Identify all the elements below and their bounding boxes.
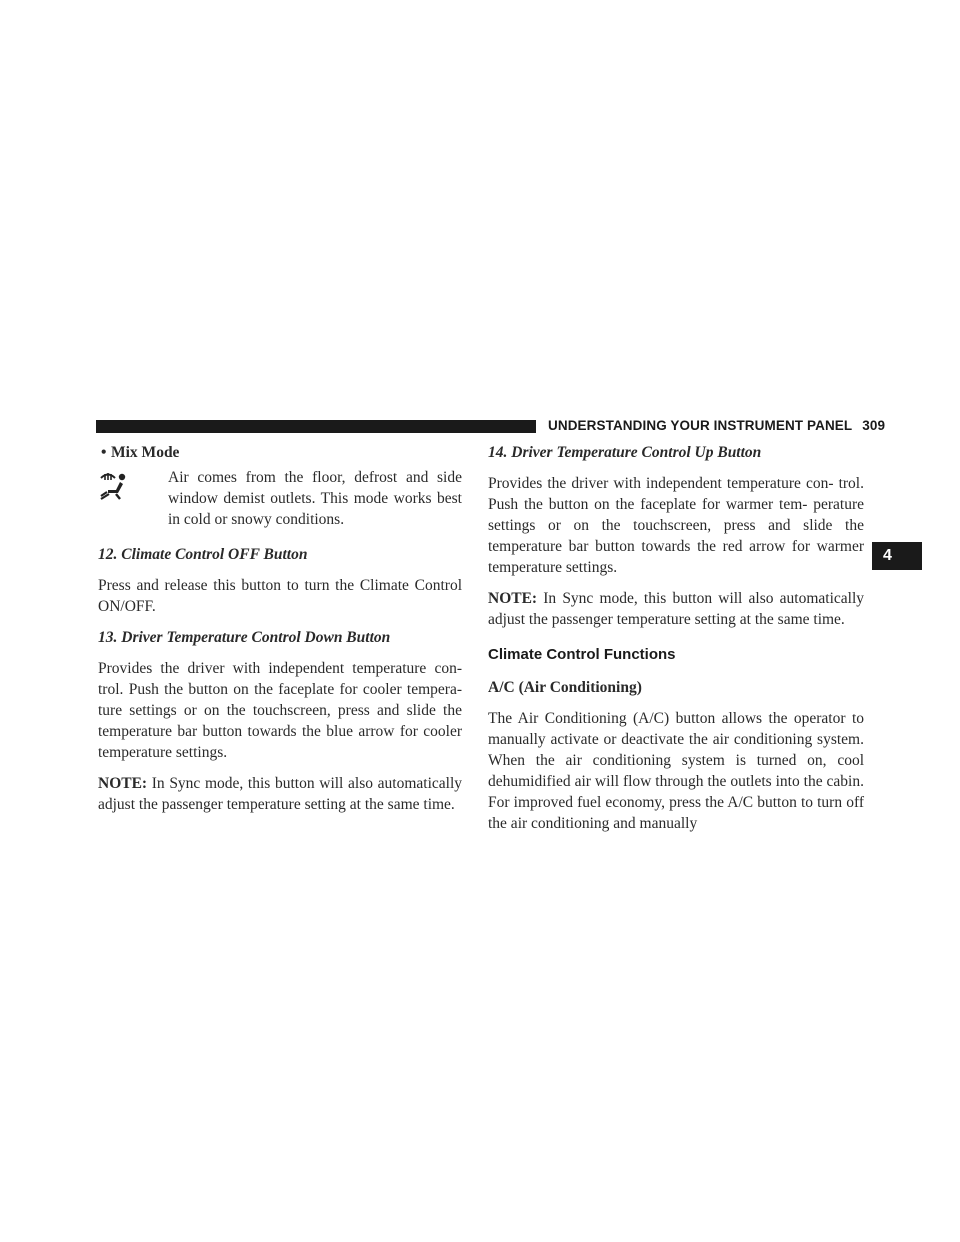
note-label: NOTE: (488, 590, 538, 607)
item-14-text: Provides the driver with independent temperature con- trol. Push the button on the faceplate for warmer tem- perature settings or on the touchscreen, press and slide the temperature bar button towards the red arrow for warmer temperature settings. (488, 475, 864, 576)
chapter-tab: 4 (872, 542, 922, 570)
ac-text: The Air Conditioning (A/C) button allows the operator to manually activate or deactivate the air conditioning system. When the air conditioning system is turned on, cool dehumidified air will flow through the outlets into the cabin. For improved fuel economy, press the A/C button to turn off the air conditioning and manually (488, 710, 864, 832)
mix-mode-block (98, 467, 462, 530)
item-12-text: Press and release this button to turn the Climate Control ON/OFF. (98, 577, 462, 615)
item-14-heading: 14. Driver Temperature Control Up Button (488, 444, 762, 461)
section-heading: Climate Control Functions (488, 646, 676, 663)
item-12-heading: 12. Climate Control OFF Button (98, 546, 308, 563)
running-header (548, 418, 885, 433)
item-13-text: Provides the driver with independent temperature con- trol. Push the button on the faceplate for cooler tempera- ture settings or on the touchscreen, press and slide the temperature bar button towards the blue arrow for cooler temperature settings. (98, 660, 462, 761)
right-column (488, 442, 864, 844)
note-label: NOTE: (98, 775, 148, 792)
bullet-label: Mix Mode (111, 444, 180, 461)
mix-mode-icon (98, 469, 130, 501)
page-number: 309 (862, 418, 886, 433)
bullet-icon: • (101, 444, 107, 461)
note-paragraph (98, 773, 462, 815)
ac-heading: A/C (Air Conditioning) (488, 679, 642, 696)
header-rule (96, 420, 536, 433)
note-paragraph (488, 588, 864, 630)
note-text: In Sync mode, this button will also automatically adjust the passenger temperature setting at the same time. (488, 590, 864, 628)
bullet-item (101, 442, 462, 463)
header-title: UNDERSTANDING YOUR INSTRUMENT PANEL (548, 418, 853, 433)
left-column (98, 442, 462, 825)
mix-mode-description: Air comes from the floor, defrost and side window demist outlets. This mode works best in cold or snowy conditions. (168, 469, 462, 528)
note-text: In Sync mode, this button will also automatically adjust the passenger temperature setting at the same time. (98, 775, 462, 813)
item-13-heading: 13. Driver Temperature Control Down Button (98, 629, 391, 646)
